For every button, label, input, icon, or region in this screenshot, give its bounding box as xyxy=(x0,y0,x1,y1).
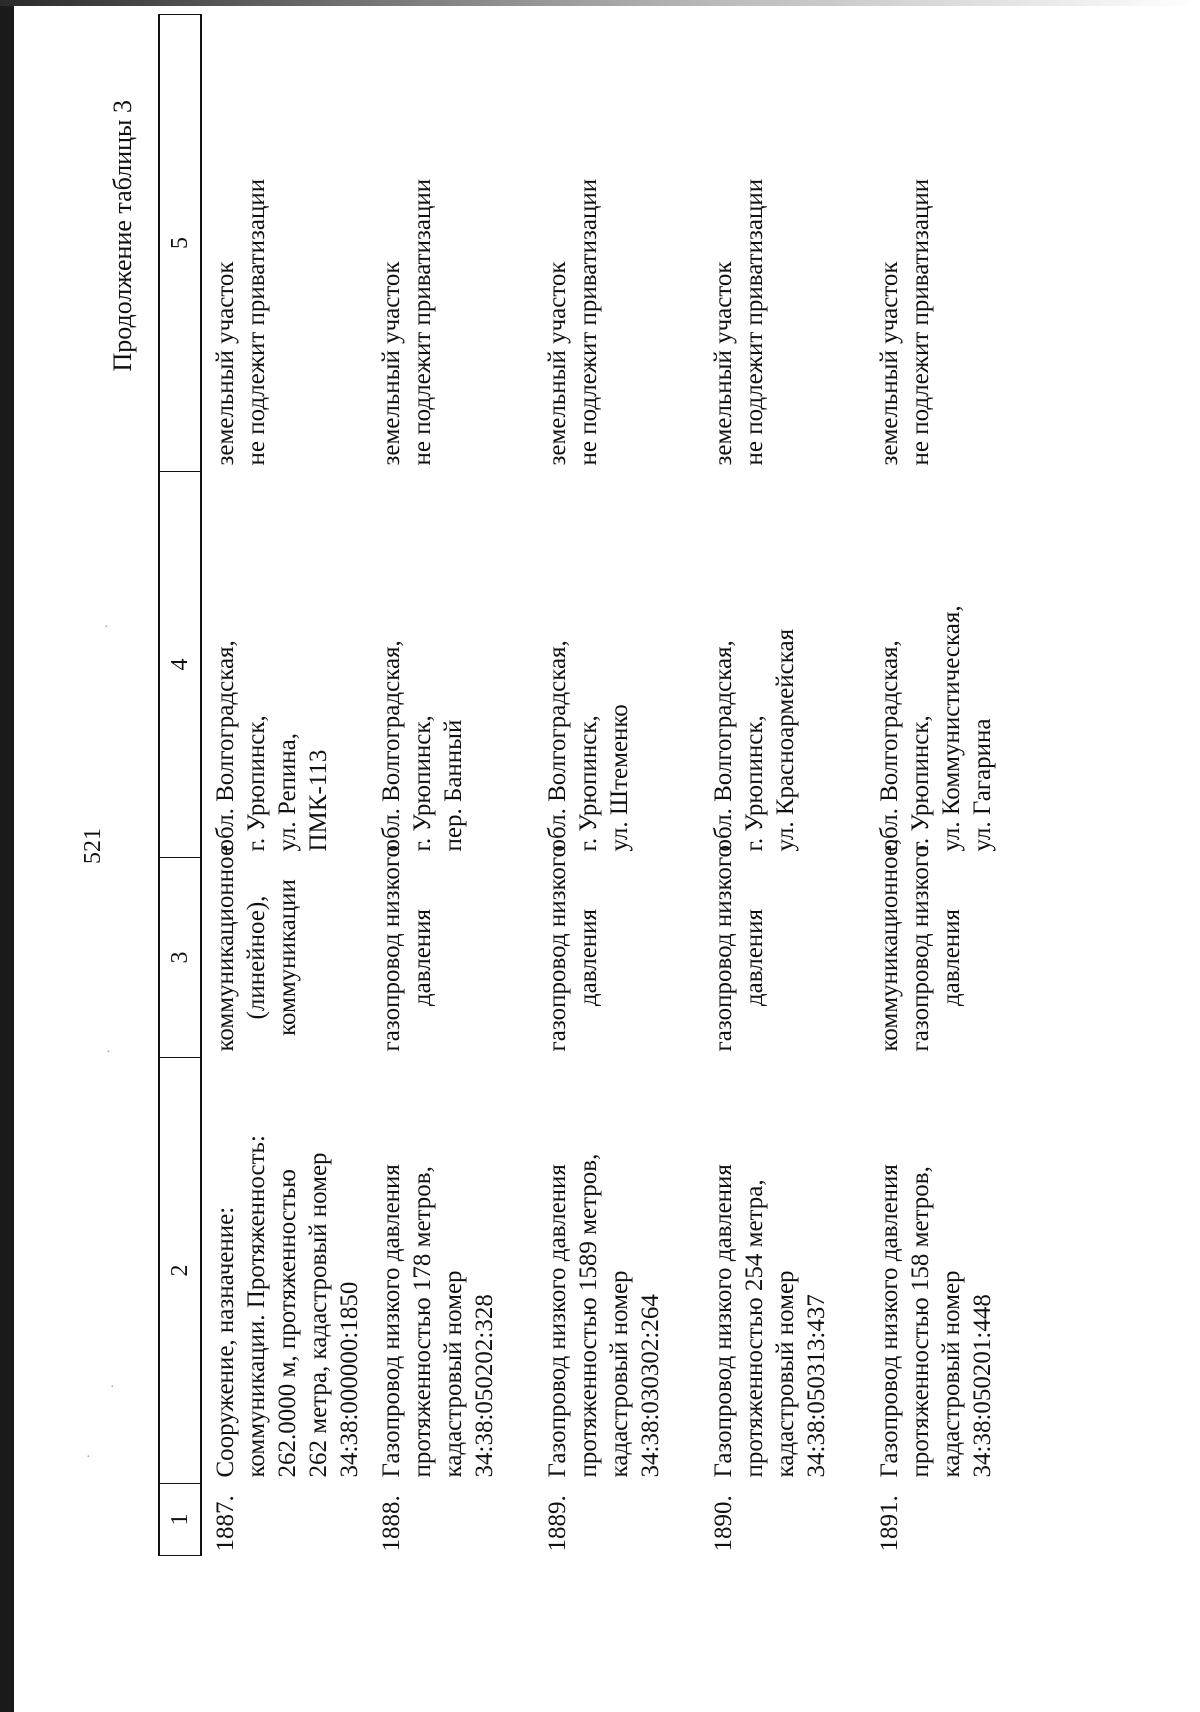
object-description-line: 34:38:000000:1850 xyxy=(336,1281,363,1478)
object-description-line: Газопровод низкого давления xyxy=(876,1164,903,1478)
object-address-line: ул. Красноармейская xyxy=(772,628,799,852)
row-number: 1887. xyxy=(212,1495,239,1552)
land-plot-note-line: земельный участок xyxy=(710,261,737,466)
land-plot-note xyxy=(542,15,708,472)
scan-speck: · xyxy=(86,1450,91,1465)
row-number: 1890. xyxy=(710,1495,737,1552)
object-description-line: Газопровод низкого давления xyxy=(378,1164,405,1478)
object-address-line: ул. Репина, xyxy=(274,732,301,852)
object-address xyxy=(874,472,1040,858)
land-plot-note-line: не подлежит приватизации xyxy=(575,178,602,466)
land-plot-note-line: не подлежит приватизации xyxy=(243,178,270,466)
object-address-line: обл. Волгоградская, xyxy=(876,640,903,852)
object-address-line: ул. Штеменко xyxy=(606,704,633,852)
object-description xyxy=(542,1058,708,1484)
object-type-line: газопровод низкого xyxy=(710,845,737,1052)
object-description-line: Газопровод низкого давления xyxy=(544,1164,571,1478)
object-address xyxy=(376,472,542,858)
land-plot-note-line: не подлежит приватизации xyxy=(741,178,768,466)
object-description xyxy=(201,1058,376,1484)
object-address-line: обл. Волгоградская, xyxy=(378,640,405,852)
land-plot-note-line: не подлежит приватизации xyxy=(409,178,436,466)
object-type xyxy=(542,845,708,1058)
object-type xyxy=(708,845,874,1058)
object-address xyxy=(708,472,874,858)
scan-speck: · xyxy=(104,620,109,635)
object-description-line: кадастровый номер xyxy=(938,1270,965,1478)
object-address-line: обл. Волгоградская, xyxy=(544,640,571,852)
object-type xyxy=(874,838,1040,1058)
object-type-line: коммуникационное, xyxy=(876,838,903,1052)
column-header: 2 xyxy=(159,1058,201,1484)
object-address-line: г. Урюпинск, xyxy=(243,715,270,852)
table-header-row xyxy=(159,15,201,1556)
object-description xyxy=(874,1058,1040,1484)
land-plot-note xyxy=(708,15,874,472)
object-description-line: Сооружение, назначение: xyxy=(212,1206,239,1478)
page-number: 521 xyxy=(80,828,106,864)
object-description-line: протяженностью 178 метров, xyxy=(409,1166,436,1478)
object-description-line: 262 метра, кадастровый номер xyxy=(305,1152,332,1478)
object-type-line: (линейное), xyxy=(243,895,270,1020)
column-header: 5 xyxy=(159,15,201,472)
object-type-line: давления xyxy=(409,908,436,1007)
object-description-line: кадастровый номер xyxy=(772,1270,799,1478)
row-number: 1888. xyxy=(378,1495,405,1552)
object-address-line: ул. Коммунистическая, xyxy=(938,605,965,852)
land-plot-note-line: земельный участок xyxy=(544,261,571,466)
land-plot-note-line: земельный участок xyxy=(378,261,405,466)
object-type xyxy=(376,845,542,1058)
column-header: 3 xyxy=(159,858,201,1058)
land-plot-note-line: земельный участок xyxy=(876,261,903,466)
object-address-line: г. Урюпинск, xyxy=(575,715,602,852)
object-type xyxy=(201,844,376,1058)
land-plot-note-line: не подлежит приватизации xyxy=(907,178,934,466)
table-caption: Продолжение таблицы 3 xyxy=(108,100,137,372)
land-plot-note-line: земельный участок xyxy=(212,261,239,466)
object-description-line: кадастровый номер xyxy=(606,1270,633,1478)
object-type-line: коммуникационное xyxy=(212,844,239,1052)
object-type-line: давления xyxy=(575,908,602,1007)
object-type-line: газопровод низкого xyxy=(378,845,405,1052)
land-plot-note xyxy=(376,15,542,472)
row-number: 1891. xyxy=(876,1495,903,1552)
object-type-line: коммуникации xyxy=(274,879,301,1036)
object-address-line: г. Урюпинск, xyxy=(409,715,436,852)
object-description-line: протяженностью 158 метров, xyxy=(907,1166,934,1478)
object-type-line: газопровод низкого xyxy=(544,845,571,1052)
column-header: 4 xyxy=(159,472,201,858)
property-table xyxy=(158,14,1040,1556)
object-address-line: ул. Гагарина xyxy=(969,718,996,852)
object-type-line: давления xyxy=(938,908,965,1007)
object-address xyxy=(201,472,376,858)
object-description xyxy=(376,1058,542,1484)
object-description-line: Газопровод низкого давления xyxy=(710,1164,737,1478)
object-address-line: обл. Волгоградская, xyxy=(212,640,239,852)
column-header: 1 xyxy=(159,1484,201,1556)
object-address-line: обл. Волгоградская, xyxy=(710,640,737,852)
object-description-line: протяженностью 1589 метров, xyxy=(575,1153,602,1478)
object-address-line: г. Урюпинск, xyxy=(741,715,768,852)
object-description-line: 34:38:030302:264 xyxy=(637,1294,664,1478)
object-type-line: давления xyxy=(741,908,768,1007)
table-row xyxy=(874,15,1040,1556)
object-description-line: 34:38:050313:437 xyxy=(803,1294,830,1478)
object-description xyxy=(708,1058,874,1484)
table-row xyxy=(201,15,376,1556)
table-row xyxy=(542,15,708,1556)
object-description-line: кадастровый номер xyxy=(440,1270,467,1478)
object-type-line: газопровод низкого xyxy=(907,845,934,1052)
object-address-line: г. Урюпинск, xyxy=(907,715,934,852)
table-row xyxy=(708,15,874,1556)
object-description-line: 34:38:050202:328 xyxy=(471,1294,498,1478)
land-plot-note xyxy=(201,15,376,472)
land-plot-note xyxy=(874,15,1040,472)
object-address xyxy=(542,472,708,858)
row-number: 1889. xyxy=(544,1495,571,1552)
object-description-line: 262.0000 м, протяженностью xyxy=(274,1169,301,1478)
object-description-line: 34:38:050201:448 xyxy=(969,1294,996,1478)
scan-speck: · xyxy=(106,1045,111,1060)
object-description-line: протяженностью 254 метра, xyxy=(741,1179,768,1478)
table-body xyxy=(201,15,1040,1556)
table-row xyxy=(376,15,542,1556)
object-address-line: ПМК-113 xyxy=(305,749,332,852)
object-address-line: пер. Банный xyxy=(440,719,467,852)
scan-speck: · xyxy=(110,1380,115,1395)
object-description-line: коммуникации. Протяженность: xyxy=(243,1135,270,1478)
